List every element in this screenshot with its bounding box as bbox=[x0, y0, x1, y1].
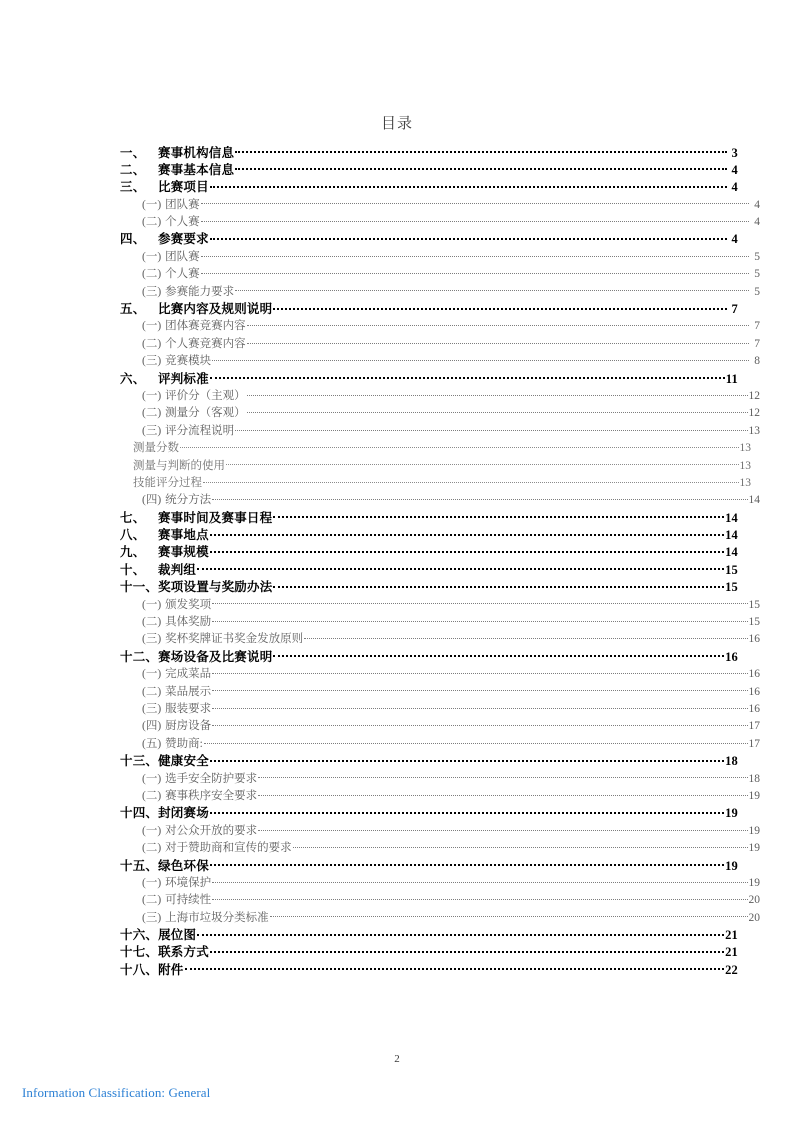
toc-entry-text: 展位图 bbox=[158, 928, 197, 943]
toc-entry[interactable] bbox=[88, 579, 738, 596]
toc-entry-label bbox=[142, 353, 211, 370]
toc-entry-text: 测量分数 bbox=[133, 442, 179, 455]
toc-entry-label bbox=[120, 805, 209, 822]
toc-leader-dots bbox=[210, 944, 724, 957]
toc-entry-text: 统分方法 bbox=[165, 494, 212, 507]
toc-entry[interactable] bbox=[88, 631, 760, 648]
toc-entry-label bbox=[142, 840, 292, 857]
toc-entry[interactable] bbox=[88, 596, 760, 613]
toc-entry-text: 上海市垃圾分类标准 bbox=[165, 911, 269, 924]
toc-entry-label bbox=[142, 875, 211, 892]
toc-entry-page-number: 17 bbox=[748, 737, 760, 750]
toc-entry-page-number: 20 bbox=[748, 894, 760, 907]
toc-entry-number: 十一、 bbox=[120, 580, 159, 595]
toc-leader-dots bbox=[210, 179, 727, 192]
toc-entry[interactable] bbox=[88, 335, 760, 352]
toc-leader-dots bbox=[203, 474, 739, 486]
toc-entry-page-number: 8 bbox=[754, 355, 760, 368]
toc-leader-dots bbox=[258, 822, 747, 834]
toc-entry-page-number: 4 bbox=[754, 198, 760, 211]
toc-entry[interactable] bbox=[88, 666, 760, 683]
toc-leader-dots bbox=[197, 561, 724, 574]
toc-entry[interactable] bbox=[88, 214, 760, 231]
toc-entry-page-number: 15 bbox=[725, 562, 738, 577]
toc-entry-number: (二) bbox=[142, 616, 162, 629]
toc-leader-dots bbox=[210, 370, 725, 383]
toc-entry-number: (二) bbox=[142, 894, 162, 907]
toc-entry-page-number: 12 bbox=[748, 389, 760, 402]
toc-entry[interactable] bbox=[88, 718, 760, 735]
toc-entry-number: (二) bbox=[142, 407, 162, 420]
toc-entry-label bbox=[142, 336, 246, 353]
toc-entry[interactable] bbox=[88, 283, 760, 300]
toc-entry-text: 技能评分过程 bbox=[133, 476, 202, 489]
toc-entry-text: 团队赛 bbox=[165, 250, 200, 263]
toc-leader-dots bbox=[204, 735, 748, 747]
toc-leader-dots bbox=[293, 840, 748, 852]
toc-leader-dots bbox=[210, 805, 724, 818]
toc-entry-page-number: 16 bbox=[748, 668, 760, 681]
toc-leader-dots bbox=[212, 596, 747, 608]
toc-leader-dots bbox=[235, 283, 749, 295]
toc-entry-number: (三) bbox=[142, 633, 162, 646]
toc-entry-page-number: 15 bbox=[748, 598, 760, 611]
toc-entry-label bbox=[120, 510, 272, 527]
toc-entry-text: 对公众开放的要求 bbox=[165, 824, 258, 837]
toc-entry-text: 厨房设备 bbox=[165, 720, 212, 733]
toc-entry[interactable] bbox=[88, 805, 738, 822]
toc-leader-dots bbox=[304, 631, 747, 643]
toc-entry-text: 评判标准 bbox=[158, 371, 209, 386]
toc-entry[interactable] bbox=[88, 927, 738, 944]
toc-entry-page-number: 22 bbox=[725, 962, 738, 977]
toc-entry-number: (一) bbox=[142, 772, 162, 785]
toc-entry-text: 参赛要求 bbox=[158, 232, 209, 247]
toc-entry-label bbox=[142, 597, 211, 614]
toc-entry[interactable] bbox=[88, 753, 738, 770]
toc-leader-dots bbox=[235, 161, 727, 174]
toc-entry-text: 颁发奖项 bbox=[165, 598, 212, 611]
toc-entry[interactable] bbox=[88, 544, 738, 561]
toc-entry-page-number: 16 bbox=[748, 633, 760, 646]
toc-entry-page-number: 4 bbox=[731, 162, 738, 177]
toc-entry-text: 赛事时间及赛事日程 bbox=[158, 510, 273, 525]
toc-entry-text: 团队赛 bbox=[165, 198, 200, 211]
toc-entry[interactable] bbox=[88, 248, 760, 265]
toc-entry-text: 健康安全 bbox=[158, 754, 209, 769]
toc-entry-text: 绿色环保 bbox=[158, 858, 209, 873]
toc-entry-label bbox=[120, 579, 272, 596]
toc-entry-page-number: 12 bbox=[748, 407, 760, 420]
toc-entry-page-number: 11 bbox=[725, 371, 738, 386]
toc-entry-label bbox=[142, 614, 211, 631]
toc-entry-text: 竞赛模块 bbox=[165, 355, 212, 368]
toc-entry-page-number: 7 bbox=[731, 302, 738, 317]
toc-entry[interactable] bbox=[88, 387, 760, 404]
toc-entry[interactable] bbox=[88, 527, 738, 544]
toc-entry[interactable] bbox=[88, 509, 738, 526]
toc-entry[interactable] bbox=[88, 787, 760, 804]
toc-leader-dots bbox=[212, 701, 747, 713]
toc-entry-text: 赞助商: bbox=[165, 737, 203, 750]
toc-entry[interactable] bbox=[88, 909, 760, 926]
toc-entry[interactable] bbox=[88, 457, 751, 474]
toc-leader-dots bbox=[212, 718, 747, 730]
toc-entry-label bbox=[142, 492, 211, 509]
toc-entry-page-number: 17 bbox=[748, 720, 760, 733]
toc-entry-page-number: 4 bbox=[731, 232, 738, 247]
toc-leader-dots bbox=[210, 231, 727, 244]
toc-leader-dots bbox=[247, 387, 748, 399]
toc-leader-dots bbox=[212, 874, 747, 886]
toc-entry-number: (四) bbox=[142, 494, 162, 507]
toc-entry[interactable] bbox=[88, 840, 760, 857]
toc-leader-dots bbox=[273, 301, 727, 314]
toc-entry-text: 封闭赛场 bbox=[158, 806, 209, 821]
toc-entry-text: 赛事基本信息 bbox=[158, 162, 235, 177]
toc-leader-dots bbox=[247, 335, 749, 347]
toc-entry-text: 赛事规模 bbox=[158, 545, 209, 560]
toc-entry-text: 附件 bbox=[158, 962, 184, 977]
toc-entry-page-number: 14 bbox=[725, 510, 738, 525]
toc-entry-text: 赛场设备及比赛说明 bbox=[158, 649, 273, 664]
toc-entry[interactable] bbox=[88, 770, 760, 787]
toc-leader-dots bbox=[212, 492, 747, 504]
toc-leader-dots bbox=[247, 318, 749, 330]
toc-entry[interactable] bbox=[88, 648, 738, 665]
toc-entry-page-number: 15 bbox=[748, 616, 760, 629]
toc-entry-number: 六、 bbox=[120, 371, 146, 386]
toc-entry-label bbox=[142, 892, 211, 909]
toc-entry-text: 测量与判断的使用 bbox=[133, 459, 225, 472]
toc-leader-dots bbox=[247, 405, 748, 417]
toc-entry-number: (一) bbox=[142, 824, 162, 837]
toc-entry-label bbox=[120, 527, 209, 544]
page-title: 目录 bbox=[380, 116, 413, 132]
toc-entry-page-number: 13 bbox=[739, 459, 751, 472]
toc-entry[interactable] bbox=[88, 492, 760, 509]
toc-entry-label bbox=[120, 179, 209, 196]
toc-entry-number: (三) bbox=[142, 703, 162, 715]
toc-entry[interactable] bbox=[88, 301, 738, 318]
toc-entry-number: 一、 bbox=[120, 145, 146, 160]
toc-entry-number: (三) bbox=[142, 424, 162, 437]
toc-entry-number: 十、 bbox=[120, 562, 146, 577]
toc-leader-dots bbox=[210, 527, 724, 540]
toc-entry-label bbox=[120, 231, 209, 248]
toc-entry-number: 五、 bbox=[120, 302, 146, 317]
toc-entry-number: 十四、 bbox=[120, 806, 159, 821]
toc-entry-label bbox=[142, 701, 211, 718]
toc-entry-number: (一) bbox=[142, 198, 162, 211]
toc-leader-dots bbox=[273, 648, 724, 661]
toc-entry-number: (二) bbox=[142, 337, 162, 350]
toc-entry-number: (三) bbox=[142, 911, 162, 924]
toc-entry-page-number: 16 bbox=[748, 703, 760, 715]
toc-entry-page-number: 13 bbox=[739, 442, 751, 455]
toc-entry-label bbox=[142, 249, 200, 266]
toc-entry-number: 十三、 bbox=[120, 754, 159, 769]
toc-entry-page-number: 19 bbox=[748, 842, 760, 855]
toc-entry-text: 裁判组 bbox=[158, 562, 197, 577]
toc-entry[interactable] bbox=[88, 318, 760, 335]
toc-entry-label bbox=[120, 649, 272, 666]
toc-entry-page-number: 19 bbox=[725, 858, 738, 873]
toc-entry-text: 测量分（客观） bbox=[165, 407, 246, 420]
toc-entry-number: (二) bbox=[142, 685, 162, 698]
toc-entry-text: 菜品展示 bbox=[165, 685, 212, 698]
toc-entry-number: (一) bbox=[142, 668, 162, 681]
toc-entry[interactable] bbox=[88, 179, 738, 196]
toc-entry-page-number: 14 bbox=[725, 545, 738, 560]
toc-entry[interactable] bbox=[88, 422, 760, 439]
toc-entry-page-number: 13 bbox=[739, 476, 751, 489]
toc-leader-dots bbox=[210, 857, 724, 870]
toc-entry-page-number: 5 bbox=[754, 250, 760, 263]
toc-entry-text: 选手安全防护要求 bbox=[165, 772, 258, 785]
toc-entry-page-number: 7 bbox=[754, 320, 760, 333]
toc-entry-label bbox=[142, 423, 234, 440]
toc-entry-label bbox=[142, 631, 303, 648]
toc-entry-text: 赛事机构信息 bbox=[158, 145, 235, 160]
toc-leader-dots bbox=[201, 266, 749, 278]
toc-entry-text: 个人赛 bbox=[165, 216, 200, 229]
toc-entry-label bbox=[120, 301, 272, 318]
toc-entry-label bbox=[142, 788, 257, 805]
toc-entry-text: 联系方式 bbox=[158, 945, 209, 960]
toc-entry-label bbox=[120, 753, 209, 770]
toc-entry-label bbox=[142, 684, 211, 701]
toc-entry-label bbox=[133, 440, 179, 457]
toc-entry-number: (四) bbox=[142, 720, 162, 733]
toc-entry-number: (一) bbox=[142, 876, 162, 889]
toc-entry-page-number: 20 bbox=[748, 911, 760, 924]
toc-entry-page-number: 19 bbox=[748, 824, 760, 837]
toc-entry-page-number: 14 bbox=[725, 528, 738, 543]
toc-entry[interactable] bbox=[88, 857, 738, 874]
toc-entry[interactable] bbox=[88, 231, 738, 248]
toc-entry-label bbox=[120, 944, 209, 961]
toc-entry-text: 对于赞助商和宣传的要求 bbox=[165, 842, 292, 855]
toc-entry-number: 二、 bbox=[120, 162, 146, 177]
toc-entry-text: 参赛能力要求 bbox=[165, 285, 235, 298]
toc-entry-label bbox=[120, 162, 234, 179]
toc-leader-dots bbox=[180, 440, 739, 452]
toc-entry[interactable] bbox=[88, 701, 760, 718]
toc-entry-text: 比赛内容及规则说明 bbox=[158, 302, 273, 317]
toc-entry-page-number: 19 bbox=[725, 806, 738, 821]
toc-entry[interactable] bbox=[88, 874, 760, 891]
toc-entry-label bbox=[142, 771, 257, 788]
toc-entry-text: 奖杯奖牌证书奖金发放原则 bbox=[165, 633, 304, 646]
toc-entry-label bbox=[142, 405, 246, 422]
toc-entry-number: 十五、 bbox=[120, 858, 159, 873]
toc-entry-page-number: 16 bbox=[748, 685, 760, 698]
toc-leader-dots bbox=[210, 544, 724, 557]
toc-entry[interactable] bbox=[88, 144, 738, 161]
toc-entry-number: 十二、 bbox=[120, 649, 159, 664]
toc-entry-label bbox=[120, 562, 196, 579]
toc-leader-dots bbox=[212, 892, 747, 904]
toc-entry[interactable] bbox=[88, 440, 751, 457]
toc-entry[interactable] bbox=[88, 735, 760, 752]
toc-entry-text: 团体赛竞赛内容 bbox=[165, 320, 246, 333]
toc-leader-dots bbox=[210, 753, 724, 766]
toc-entry[interactable] bbox=[88, 353, 760, 370]
toc-entry-page-number: 7 bbox=[754, 337, 760, 350]
toc-entry-number: (一) bbox=[142, 320, 162, 333]
toc-entry-label bbox=[142, 318, 246, 335]
toc-leader-dots bbox=[235, 422, 747, 434]
toc-entry-number: 七、 bbox=[120, 510, 146, 525]
toc-entry-number: (一) bbox=[142, 598, 162, 611]
toc-leader-dots bbox=[197, 927, 724, 940]
toc-entry-label bbox=[142, 736, 203, 753]
toc-leader-dots bbox=[201, 214, 749, 226]
toc-entry-label bbox=[142, 666, 211, 683]
toc-entry-label bbox=[142, 284, 234, 301]
toc-entry-page-number: 19 bbox=[748, 876, 760, 889]
toc-entry-number: (二) bbox=[142, 842, 162, 855]
toc-entry-label bbox=[120, 145, 234, 162]
toc-entry-text: 个人赛 bbox=[165, 268, 200, 281]
toc-entry-number: 十八、 bbox=[120, 962, 159, 977]
toc-entry-label bbox=[142, 266, 200, 283]
toc-entry[interactable] bbox=[88, 266, 760, 283]
toc-entry-label bbox=[142, 823, 257, 840]
toc-entry-label bbox=[142, 214, 200, 231]
toc-entry-text: 可持续性 bbox=[165, 894, 212, 907]
toc-entry-page-number: 18 bbox=[725, 754, 738, 769]
toc-entry-label bbox=[120, 962, 184, 979]
toc-entry-number: 八、 bbox=[120, 528, 146, 543]
toc-entry[interactable] bbox=[88, 561, 738, 578]
toc-entry-page-number: 5 bbox=[754, 268, 760, 281]
toc-entry-label bbox=[142, 718, 211, 735]
footer-page-number: 2 bbox=[394, 1053, 400, 1065]
toc-entry-number: 十六、 bbox=[120, 928, 159, 943]
toc-entry-text: 服装要求 bbox=[165, 703, 212, 715]
toc-entry-number: (二) bbox=[142, 268, 162, 281]
toc-entry-page-number: 15 bbox=[725, 580, 738, 595]
toc-entry-page-number: 19 bbox=[748, 789, 760, 802]
toc-entry[interactable] bbox=[88, 614, 760, 631]
toc-entry-number: (三) bbox=[142, 285, 162, 298]
toc-entry-number: 四、 bbox=[120, 232, 146, 247]
toc-leader-dots bbox=[201, 248, 749, 260]
toc-entry-number: (二) bbox=[142, 789, 162, 802]
toc-entry[interactable] bbox=[88, 474, 751, 491]
toc-leader-dots bbox=[212, 353, 749, 365]
toc-leader-dots bbox=[201, 196, 749, 208]
table-of-contents bbox=[88, 144, 760, 979]
toc-entry-label bbox=[142, 197, 200, 214]
toc-entry-text: 比赛项目 bbox=[158, 180, 209, 195]
toc-entry-number: (二) bbox=[142, 216, 162, 229]
toc-leader-dots bbox=[185, 961, 725, 974]
toc-entry-label bbox=[133, 475, 202, 492]
information-classification-notice: Information Classification: General bbox=[22, 1085, 211, 1100]
toc-entry-text: 赛事地点 bbox=[158, 528, 209, 543]
toc-entry-page-number: 4 bbox=[754, 216, 760, 229]
toc-entry[interactable] bbox=[88, 961, 738, 978]
toc-entry-page-number: 16 bbox=[725, 649, 738, 664]
toc-entry-page-number: 3 bbox=[731, 145, 738, 160]
toc-entry-text: 赛事秩序安全要求 bbox=[165, 789, 258, 802]
toc-entry-page-number: 21 bbox=[725, 945, 738, 960]
toc-entry-page-number: 14 bbox=[748, 494, 760, 507]
toc-entry-text: 具体奖励 bbox=[165, 616, 212, 629]
toc-leader-dots bbox=[235, 144, 727, 157]
toc-entry[interactable] bbox=[88, 405, 760, 422]
toc-entry-text: 个人赛竞赛内容 bbox=[165, 337, 246, 350]
toc-entry-text: 评分流程说明 bbox=[165, 424, 235, 437]
toc-entry-page-number: 21 bbox=[725, 928, 738, 943]
toc-entry-number: (三) bbox=[142, 355, 162, 368]
toc-entry-text: 奖项设置与奖励办法 bbox=[158, 580, 273, 595]
toc-entry-page-number: 18 bbox=[748, 772, 760, 785]
toc-leader-dots bbox=[273, 509, 724, 522]
toc-entry-label bbox=[120, 927, 196, 944]
toc-entry[interactable] bbox=[88, 944, 738, 961]
toc-entry-number: 九、 bbox=[120, 545, 146, 560]
toc-leader-dots bbox=[226, 457, 739, 469]
toc-entry-page-number: 4 bbox=[731, 180, 738, 195]
toc-entry-page-number: 13 bbox=[748, 424, 760, 437]
toc-leader-dots bbox=[270, 909, 748, 921]
toc-entry-text: 环境保护 bbox=[165, 876, 212, 889]
toc-entry-label bbox=[142, 388, 246, 405]
toc-entry-text: 评价分（主观） bbox=[165, 389, 246, 402]
toc-leader-dots bbox=[258, 787, 747, 799]
toc-entry[interactable] bbox=[88, 370, 738, 387]
toc-entry-number: (五) bbox=[142, 737, 162, 750]
toc-leader-dots bbox=[212, 666, 747, 678]
toc-leader-dots bbox=[258, 770, 747, 782]
toc-entry-number: 十七、 bbox=[120, 945, 159, 960]
toc-leader-dots bbox=[212, 614, 747, 626]
toc-entry-number: (一) bbox=[142, 389, 162, 402]
toc-entry-label bbox=[120, 858, 209, 875]
toc-entry-label bbox=[133, 458, 225, 475]
toc-entry-number: (一) bbox=[142, 250, 162, 263]
toc-entry-text: 完成菜品 bbox=[165, 668, 212, 681]
toc-entry-label bbox=[142, 910, 269, 927]
toc-entry-number: 三、 bbox=[120, 180, 146, 195]
toc-entry[interactable] bbox=[88, 683, 760, 700]
toc-entry-label bbox=[120, 544, 209, 561]
toc-entry-label bbox=[120, 371, 209, 388]
toc-leader-dots bbox=[273, 579, 724, 592]
toc-entry[interactable] bbox=[88, 822, 760, 839]
toc-entry[interactable] bbox=[88, 196, 760, 213]
toc-entry-page-number: 5 bbox=[754, 285, 760, 298]
toc-leader-dots bbox=[212, 683, 747, 695]
toc-entry[interactable] bbox=[88, 161, 738, 178]
toc-entry[interactable] bbox=[88, 892, 760, 909]
